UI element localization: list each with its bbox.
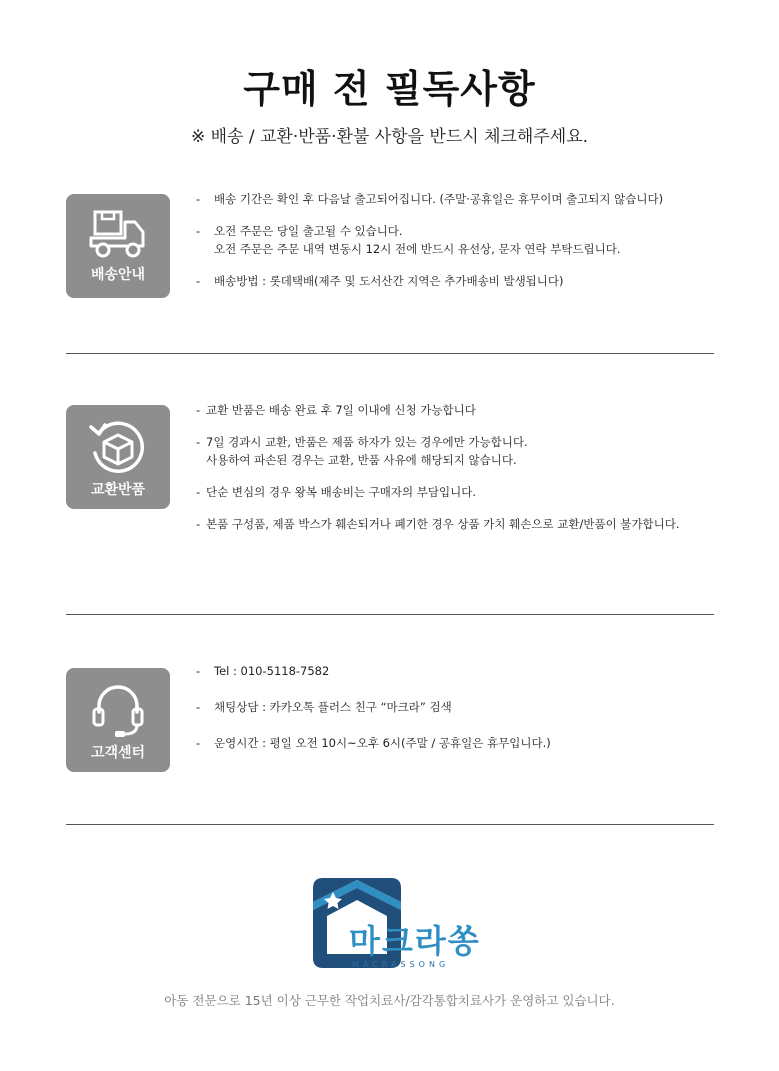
item-dash: - <box>196 485 201 499</box>
return-label: 교환반품 <box>90 482 146 498</box>
item-text: 배송방법 : 롯데택배(제주 및 도서산간 지역은 추가배송비 발생됩니다) <box>214 274 564 288</box>
list-item <box>196 401 716 419</box>
delivery-truck-icon <box>87 208 149 260</box>
delivery-label: 배송안내 <box>90 267 146 283</box>
item-dash: - <box>196 274 201 288</box>
list-item <box>196 433 716 469</box>
item-dash: - <box>196 700 201 714</box>
support-label: 고객센터 <box>90 745 146 761</box>
section-divider <box>66 353 714 354</box>
delivery-items <box>196 190 716 290</box>
support-icon-box <box>66 668 170 772</box>
item-text: 본품 구성품, 제품 박스가 훼손되거나 폐기한 경우 상품 가치 훼손으로 교환/반품이 불가합니다. <box>206 517 680 531</box>
headset-icon <box>87 682 149 738</box>
item-text: 채팅상담 : 카카오톡 플러스 친구 “마크라” 검색 <box>214 700 452 714</box>
page-title: 구매 전 필독사항 <box>243 67 536 111</box>
item-text: 7일 경과시 교환, 반품은 제품 하자가 있는 경우에만 가능합니다. 사용하여 파손된 경우는 교환, 반품 사유에 해당되지 않습니다. <box>206 435 528 467</box>
item-dash: - <box>196 224 201 238</box>
section-divider <box>66 614 714 615</box>
item-dash: - <box>196 192 201 206</box>
item-dash: - <box>196 435 201 449</box>
logo-name: 마크라쏭 <box>349 922 481 960</box>
support-items <box>196 662 716 752</box>
item-dash: - <box>196 517 201 531</box>
list-item <box>196 698 716 716</box>
logo-subtext: MACRASSONG <box>352 960 450 969</box>
item-dash: - <box>196 736 201 750</box>
item-text: 단순 변심의 경우 왕복 배송비는 구매자의 부담입니다. <box>206 485 476 499</box>
page-subtitle: ※ 배송 / 교환·반품·환불 사항을 반드시 체크해주세요. <box>190 127 589 147</box>
return-items <box>196 401 716 533</box>
item-text: 오전 주문은 당일 출고될 수 있습니다. 오전 주문은 주문 내역 변동시 12시 전에 반드시 유선상, 문자 연락 부탁드립니다. <box>214 224 621 256</box>
list-item <box>196 515 716 533</box>
delivery-icon-box <box>66 194 170 298</box>
item-dash: - <box>196 664 201 678</box>
list-item <box>196 222 716 258</box>
footer-text: 아동 전문으로 15년 이상 근무한 작업치료사/감각통합치료사가 운영하고 있습니다. <box>164 993 615 1008</box>
return-icon-box <box>66 405 170 509</box>
list-item <box>196 272 716 290</box>
list-item <box>196 190 716 208</box>
item-text: 운영시간 : 평일 오전 10시~오후 6시(주말 / 공휴일은 휴무입니다.) <box>214 736 551 750</box>
item-text: Tel : 010-5118-7582 <box>214 664 330 678</box>
item-dash: - <box>196 403 201 417</box>
return-box-icon <box>87 419 149 475</box>
list-item <box>196 662 716 680</box>
list-item <box>196 483 716 501</box>
list-item <box>196 734 716 752</box>
section-divider <box>66 824 714 825</box>
item-text: 배송 기간은 확인 후 다음날 출고되어집니다. (주말·공휴일은 휴무이며 출고되지 않습니다) <box>214 192 664 206</box>
item-text: 교환 반품은 배송 완료 후 7일 이내에 신청 가능합니다 <box>206 403 476 417</box>
